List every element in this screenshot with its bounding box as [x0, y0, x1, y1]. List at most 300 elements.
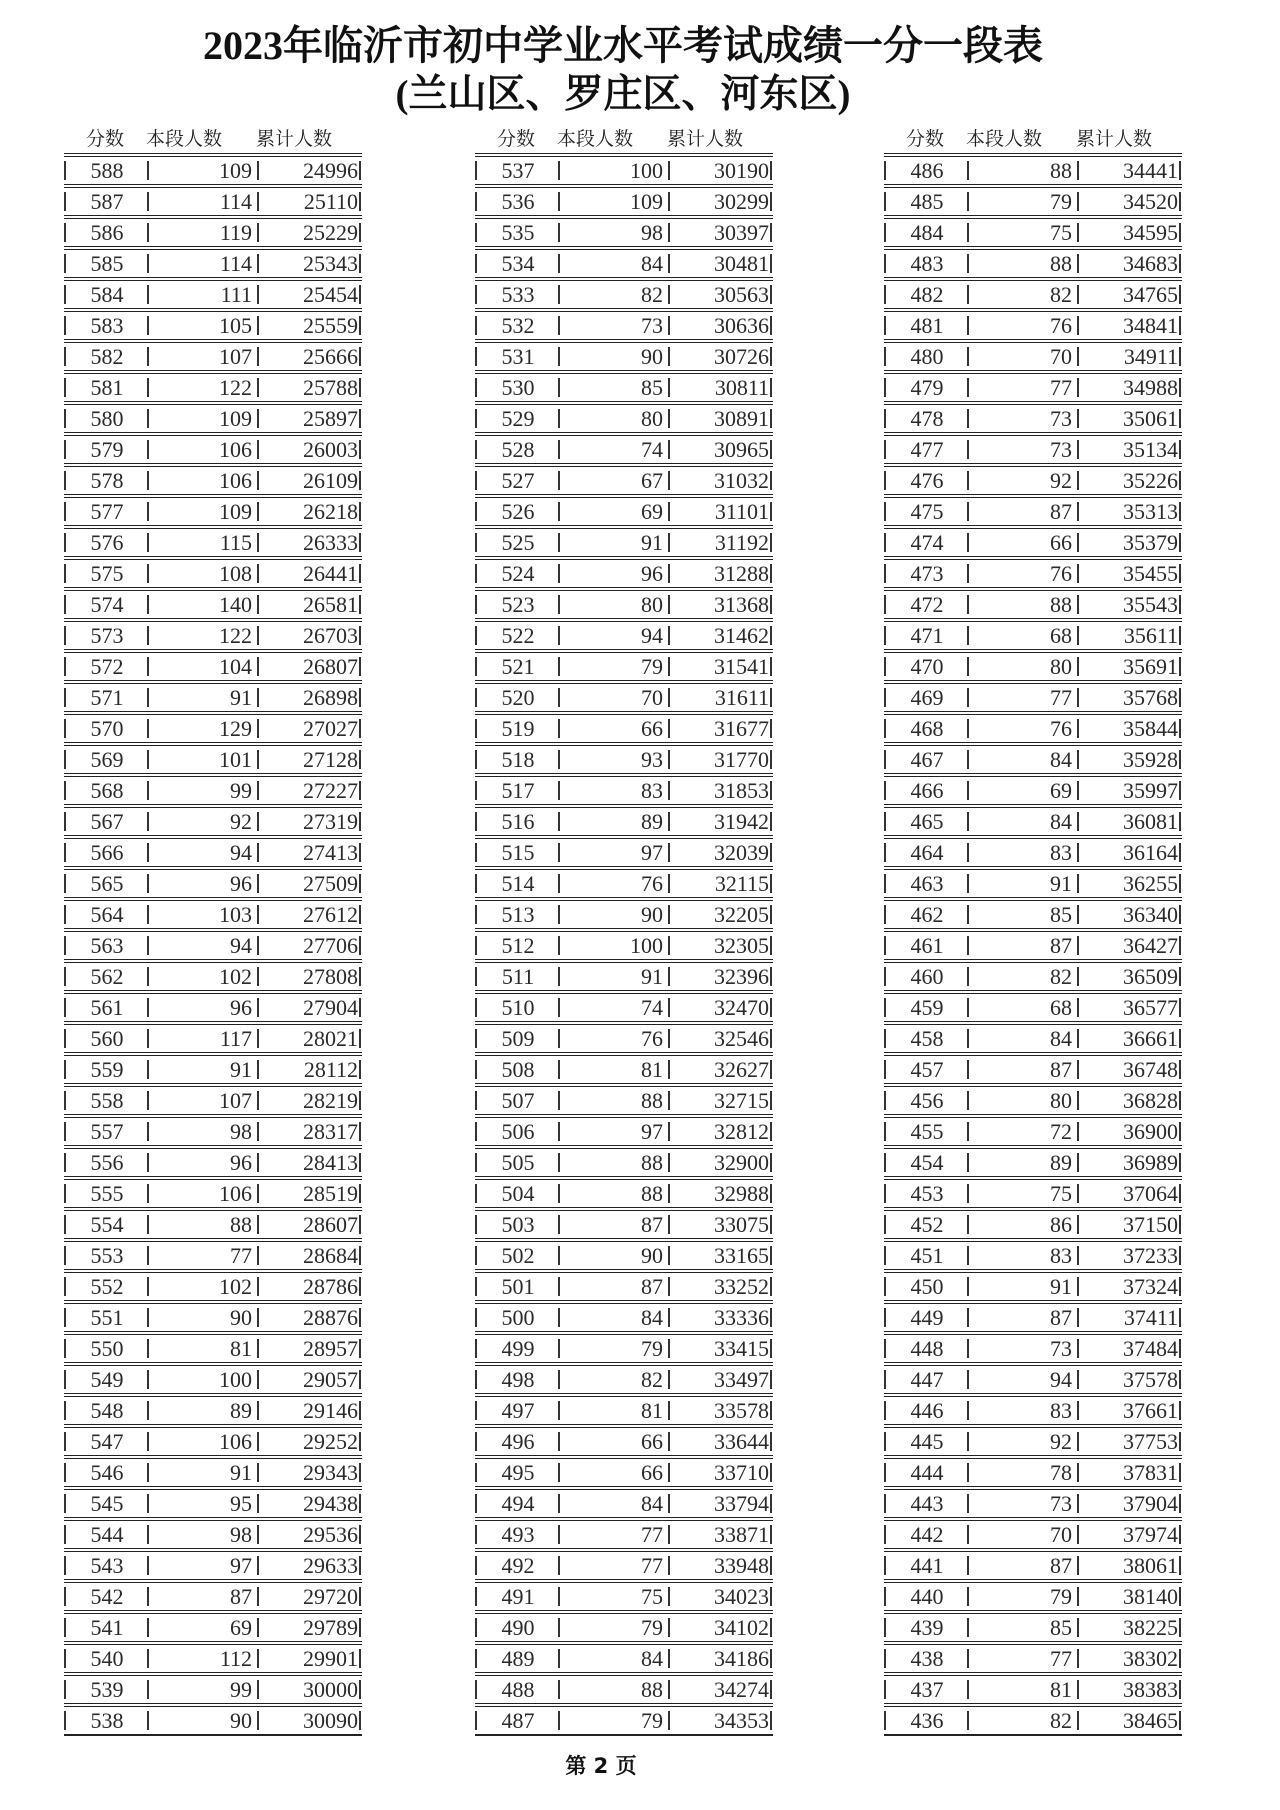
cell-divider: [257, 223, 259, 242]
cell-score: 537: [501, 158, 535, 183]
cell-divider: [475, 378, 477, 397]
cell-cumulative: 37233: [1123, 1243, 1178, 1268]
cell-cumulative: 25559: [303, 313, 358, 338]
cell-divider: [64, 1029, 66, 1048]
cell-divider: [257, 998, 259, 1017]
table-row: [475, 990, 773, 1021]
cell-score: 466: [910, 778, 944, 803]
cell-divider: [1179, 626, 1181, 645]
cell-divider: [884, 1401, 886, 1420]
cell-count: 91: [641, 964, 663, 989]
cell-divider: [1179, 502, 1181, 521]
cell-divider: [558, 874, 560, 893]
cell-divider: [967, 1308, 969, 1327]
cell-divider: [770, 1370, 772, 1389]
cell-score: 508: [501, 1057, 535, 1082]
cell-score: 453: [910, 1181, 944, 1206]
cell-count: 90: [230, 1708, 252, 1733]
cell-divider: [359, 1401, 361, 1420]
cell-divider: [64, 378, 66, 397]
table-row: [475, 959, 773, 990]
cell-divider: [257, 471, 259, 490]
cell-cumulative: 35997: [1123, 778, 1178, 803]
cell-cumulative: 32812: [714, 1119, 769, 1144]
cell-count: 92: [1050, 468, 1072, 493]
cell-divider: [668, 1339, 670, 1358]
cell-count: 76: [1050, 313, 1072, 338]
table-row: [475, 525, 773, 556]
cell-count: 66: [641, 1429, 663, 1454]
cell-divider: [558, 1494, 560, 1513]
cell-divider: [770, 502, 772, 521]
cell-divider: [147, 1091, 149, 1110]
cell-divider: [475, 1091, 477, 1110]
cell-divider: [475, 1153, 477, 1172]
table-row: [64, 1145, 362, 1176]
cell-count: 87: [1050, 1305, 1072, 1330]
cell-divider: [967, 316, 969, 335]
cell-score: 501: [501, 1274, 535, 1299]
cell-divider: [359, 998, 361, 1017]
cell-divider: [257, 378, 259, 397]
table-row: [64, 463, 362, 494]
cell-divider: [257, 316, 259, 335]
cell-divider: [668, 223, 670, 242]
cell-divider: [1179, 1432, 1181, 1451]
cell-divider: [770, 440, 772, 459]
cell-cumulative: 33578: [714, 1398, 769, 1423]
cell-cumulative: 34023: [714, 1584, 769, 1609]
cell-score: 474: [910, 530, 944, 555]
cell-divider: [770, 1432, 772, 1451]
cell-cumulative: 37578: [1123, 1367, 1178, 1392]
cell-divider: [64, 1711, 66, 1730]
cell-divider: [359, 564, 361, 583]
cell-divider: [147, 1122, 149, 1141]
cell-count: 94: [1050, 1367, 1072, 1392]
cell-count: 83: [1050, 1398, 1072, 1423]
cell-cumulative: 34102: [714, 1615, 769, 1640]
cell-cumulative: 32988: [714, 1181, 769, 1206]
cell-count: 96: [230, 1150, 252, 1175]
table-row: [64, 1269, 362, 1300]
cell-cumulative: 32396: [714, 964, 769, 989]
cell-count: 87: [1050, 499, 1072, 524]
cell-divider: [1179, 874, 1181, 893]
cell-divider: [359, 1556, 361, 1575]
cell-cumulative: 27612: [303, 902, 358, 927]
cell-cumulative: 28684: [303, 1243, 358, 1268]
cell-score: 465: [910, 809, 944, 834]
cell-divider: [1077, 626, 1079, 645]
cell-cumulative: 37753: [1123, 1429, 1178, 1454]
cell-count: 109: [219, 406, 252, 431]
cell-cumulative: 27904: [303, 995, 358, 1020]
cell-divider: [1077, 1215, 1079, 1234]
cell-score: 468: [910, 716, 944, 741]
cell-count: 105: [219, 313, 252, 338]
cell-divider: [64, 1277, 66, 1296]
cell-divider: [668, 1556, 670, 1575]
cell-count: 102: [219, 964, 252, 989]
cell-score: 554: [90, 1212, 124, 1237]
cell-count: 81: [230, 1336, 252, 1361]
cell-cumulative: 26218: [303, 499, 358, 524]
table-row: [884, 1486, 1182, 1517]
cell-cumulative: 26333: [303, 530, 358, 555]
cell-divider: [257, 1649, 259, 1668]
cell-score: 494: [501, 1491, 535, 1516]
cell-score: 532: [501, 313, 535, 338]
cell-count: 86: [1050, 1212, 1072, 1237]
cell-divider: [558, 347, 560, 366]
cell-divider: [1077, 719, 1079, 738]
cell-cumulative: 36509: [1123, 964, 1178, 989]
cell-cumulative: 38383: [1123, 1677, 1178, 1702]
cell-score: 447: [910, 1367, 944, 1392]
document-title: 2023年临沂市初中学业水平考试成绩一分一段表: [203, 23, 1043, 68]
cell-divider: [1077, 1339, 1079, 1358]
table-row: [884, 1083, 1182, 1114]
cell-divider: [1179, 688, 1181, 707]
cell-score: 473: [910, 561, 944, 586]
cell-count: 84: [641, 251, 663, 276]
cell-score: 443: [910, 1491, 944, 1516]
table-row: [64, 804, 362, 835]
cell-cumulative: 32900: [714, 1150, 769, 1175]
cell-divider: [770, 812, 772, 831]
cell-count: 69: [230, 1615, 252, 1640]
cell-divider: [558, 316, 560, 335]
cell-cumulative: 38225: [1123, 1615, 1178, 1640]
table-row: [475, 1486, 773, 1517]
cell-cumulative: 27509: [303, 871, 358, 896]
cell-divider: [668, 1091, 670, 1110]
cell-count: 114: [219, 251, 252, 276]
cell-count: 87: [641, 1274, 663, 1299]
cell-divider: [475, 843, 477, 862]
cell-divider: [1179, 1184, 1181, 1203]
cell-divider: [967, 843, 969, 862]
cell-divider: [668, 874, 670, 893]
cell-divider: [1179, 1277, 1181, 1296]
cell-divider: [147, 409, 149, 428]
cell-divider: [64, 285, 66, 304]
table-row: [475, 897, 773, 928]
cell-score: 584: [90, 282, 124, 307]
cell-divider: [475, 347, 477, 366]
cell-divider: [1077, 657, 1079, 676]
cell-divider: [475, 1184, 477, 1203]
cell-cumulative: 36427: [1123, 933, 1178, 958]
table-row: [475, 1672, 773, 1703]
cell-cumulative: 25454: [303, 282, 358, 307]
cell-divider: [147, 936, 149, 955]
cell-cumulative: 27027: [303, 716, 358, 741]
cell-divider: [359, 1277, 361, 1296]
cell-cumulative: 33794: [714, 1491, 769, 1516]
cell-divider: [884, 1215, 886, 1234]
cell-divider: [770, 1680, 772, 1699]
cell-score: 451: [910, 1243, 944, 1268]
cell-score: 489: [501, 1646, 535, 1671]
cell-divider: [884, 874, 886, 893]
cell-cumulative: 35691: [1123, 654, 1178, 679]
cell-cumulative: 35768: [1123, 685, 1178, 710]
cell-score: 570: [90, 716, 124, 741]
cell-divider: [64, 471, 66, 490]
table-row: [475, 184, 773, 215]
cell-divider: [257, 1153, 259, 1172]
table-row: [475, 1145, 773, 1176]
cell-divider: [475, 533, 477, 552]
cell-divider: [1077, 1184, 1079, 1203]
cell-divider: [558, 1401, 560, 1420]
cell-count: 76: [641, 871, 663, 896]
cell-score: 509: [501, 1026, 535, 1051]
cell-divider: [1077, 905, 1079, 924]
cell-count: 83: [641, 778, 663, 803]
cell-score: 486: [910, 158, 944, 183]
cell-score: 525: [501, 530, 535, 555]
cell-divider: [884, 533, 886, 552]
cell-divider: [1179, 378, 1181, 397]
cell-cumulative: 30563: [714, 282, 769, 307]
cell-count: 95: [230, 1491, 252, 1516]
cell-score: 438: [910, 1646, 944, 1671]
cell-score: 541: [90, 1615, 124, 1640]
cell-count: 79: [1050, 1584, 1072, 1609]
cell-cumulative: 36661: [1123, 1026, 1178, 1051]
cell-divider: [359, 1122, 361, 1141]
cell-divider: [1077, 564, 1079, 583]
cell-divider: [1179, 440, 1181, 459]
table-row: [64, 1362, 362, 1393]
cell-divider: [770, 1711, 772, 1730]
cell-divider: [1077, 502, 1079, 521]
cell-cumulative: 31611: [714, 685, 769, 710]
cell-divider: [1179, 1556, 1181, 1575]
cell-divider: [1077, 1308, 1079, 1327]
cell-divider: [558, 1618, 560, 1637]
cell-divider: [967, 471, 969, 490]
cell-cumulative: 27319: [303, 809, 358, 834]
cell-divider: [770, 1215, 772, 1234]
cell-cumulative: 33644: [714, 1429, 769, 1454]
cell-divider: [64, 564, 66, 583]
cell-count: 94: [230, 933, 252, 958]
cell-divider: [257, 1618, 259, 1637]
cell-cumulative: 31677: [714, 716, 769, 741]
cell-cumulative: 33871: [714, 1522, 769, 1547]
cell-score: 458: [910, 1026, 944, 1051]
cell-divider: [257, 533, 259, 552]
cell-cumulative: 31462: [714, 623, 769, 648]
cell-divider: [147, 564, 149, 583]
cell-score: 461: [910, 933, 944, 958]
table-row: [64, 711, 362, 742]
cell-cumulative: 31101: [714, 499, 769, 524]
cell-score: 574: [90, 592, 124, 617]
cell-count: 88: [641, 1088, 663, 1113]
cell-divider: [475, 1060, 477, 1079]
cell-divider: [257, 192, 259, 211]
cell-count: 90: [641, 1243, 663, 1268]
cell-divider: [558, 440, 560, 459]
table-header: [884, 126, 1182, 153]
cell-count: 90: [641, 902, 663, 927]
cell-score: 583: [90, 313, 124, 338]
cell-divider: [257, 1525, 259, 1544]
cell-count: 81: [641, 1398, 663, 1423]
cell-count: 73: [641, 313, 663, 338]
cell-divider: [359, 1308, 361, 1327]
table-row: [884, 959, 1182, 990]
cell-divider: [884, 1091, 886, 1110]
cell-divider: [1077, 595, 1079, 614]
table-row: [475, 866, 773, 897]
cell-divider: [967, 874, 969, 893]
cell-divider: [668, 657, 670, 676]
cell-divider: [967, 1029, 969, 1048]
cell-divider: [147, 1711, 149, 1730]
cell-count: 82: [1050, 282, 1072, 307]
cell-divider: [770, 750, 772, 769]
cell-cumulative: 34765: [1123, 282, 1178, 307]
cell-divider: [1179, 1122, 1181, 1141]
cell-count: 84: [641, 1305, 663, 1330]
cell-cumulative: 38465: [1123, 1708, 1178, 1733]
cell-divider: [884, 1711, 886, 1730]
cell-count: 70: [641, 685, 663, 710]
cell-divider: [967, 657, 969, 676]
cell-divider: [64, 750, 66, 769]
cell-divider: [967, 812, 969, 831]
cell-divider: [668, 750, 670, 769]
cell-count: 73: [1050, 437, 1072, 462]
table-row: [64, 277, 362, 308]
cell-score: 563: [90, 933, 124, 958]
cell-score: 533: [501, 282, 535, 307]
cell-count: 79: [641, 1708, 663, 1733]
cell-divider: [1077, 1711, 1079, 1730]
cell-count: 77: [1050, 685, 1072, 710]
cell-divider: [1179, 1587, 1181, 1606]
cell-score: 472: [910, 592, 944, 617]
cell-divider: [64, 1153, 66, 1172]
cell-count: 122: [219, 375, 252, 400]
cell-divider: [1179, 1246, 1181, 1265]
cell-divider: [558, 1432, 560, 1451]
cell-cumulative: 24996: [303, 158, 358, 183]
cell-divider: [770, 378, 772, 397]
table-row: [64, 1424, 362, 1455]
cell-divider: [884, 409, 886, 428]
cell-score: 441: [910, 1553, 944, 1578]
cell-divider: [668, 595, 670, 614]
cell-divider: [257, 967, 259, 986]
cell-divider: [1179, 1463, 1181, 1482]
cell-divider: [257, 1215, 259, 1234]
table-row: [884, 1517, 1182, 1548]
table-row: [475, 928, 773, 959]
cell-divider: [668, 1060, 670, 1079]
cell-divider: [475, 1401, 477, 1420]
cell-score: 464: [910, 840, 944, 865]
cell-score: 500: [501, 1305, 535, 1330]
table-row: [475, 1083, 773, 1114]
cell-divider: [668, 1153, 670, 1172]
cell-divider: [558, 1308, 560, 1327]
cell-count: 68: [1050, 623, 1072, 648]
cell-cumulative: 27808: [303, 964, 358, 989]
column-header-cumulative: 累计人数: [667, 128, 744, 150]
table-row: [884, 587, 1182, 618]
cell-count: 80: [1050, 654, 1072, 679]
cell-divider: [884, 1432, 886, 1451]
cell-count: 99: [230, 778, 252, 803]
cell-divider: [1077, 688, 1079, 707]
cell-count: 91: [230, 685, 252, 710]
cell-divider: [64, 1525, 66, 1544]
cell-divider: [668, 688, 670, 707]
cell-divider: [359, 1060, 361, 1079]
cell-divider: [558, 378, 560, 397]
cell-cumulative: 28957: [303, 1336, 358, 1361]
table-row: [884, 1238, 1182, 1269]
cell-score: 476: [910, 468, 944, 493]
cell-divider: [1077, 1680, 1079, 1699]
cell-divider: [668, 192, 670, 211]
cell-cumulative: 36828: [1123, 1088, 1178, 1113]
cell-divider: [64, 440, 66, 459]
cell-divider: [475, 1370, 477, 1389]
cell-divider: [359, 1587, 361, 1606]
cell-cumulative: 26807: [303, 654, 358, 679]
cell-divider: [1077, 967, 1079, 986]
cell-divider: [967, 1680, 969, 1699]
cell-divider: [1179, 1494, 1181, 1513]
cell-divider: [884, 812, 886, 831]
cell-score: 455: [910, 1119, 944, 1144]
cell-divider: [64, 1680, 66, 1699]
cell-score: 485: [910, 189, 944, 214]
cell-divider: [1077, 1401, 1079, 1420]
cell-count: 109: [630, 189, 663, 214]
cell-divider: [558, 161, 560, 180]
cell-divider: [147, 688, 149, 707]
table-row: [884, 556, 1182, 587]
cell-divider: [64, 347, 66, 366]
table-row: [475, 370, 773, 401]
table-row: [884, 1021, 1182, 1052]
table-row: [64, 680, 362, 711]
cell-count: 79: [1050, 189, 1072, 214]
cell-divider: [64, 719, 66, 738]
cell-divider: [147, 719, 149, 738]
cell-score: 538: [90, 1708, 124, 1733]
cell-divider: [1179, 843, 1181, 862]
cell-score: 553: [90, 1243, 124, 1268]
cell-score: 580: [90, 406, 124, 431]
cell-score: 549: [90, 1367, 124, 1392]
cell-divider: [64, 1587, 66, 1606]
cell-cumulative: 30481: [714, 251, 769, 276]
cell-divider: [1179, 1215, 1181, 1234]
cell-count: 88: [1050, 158, 1072, 183]
cell-divider: [147, 1370, 149, 1389]
cell-score: 506: [501, 1119, 535, 1144]
